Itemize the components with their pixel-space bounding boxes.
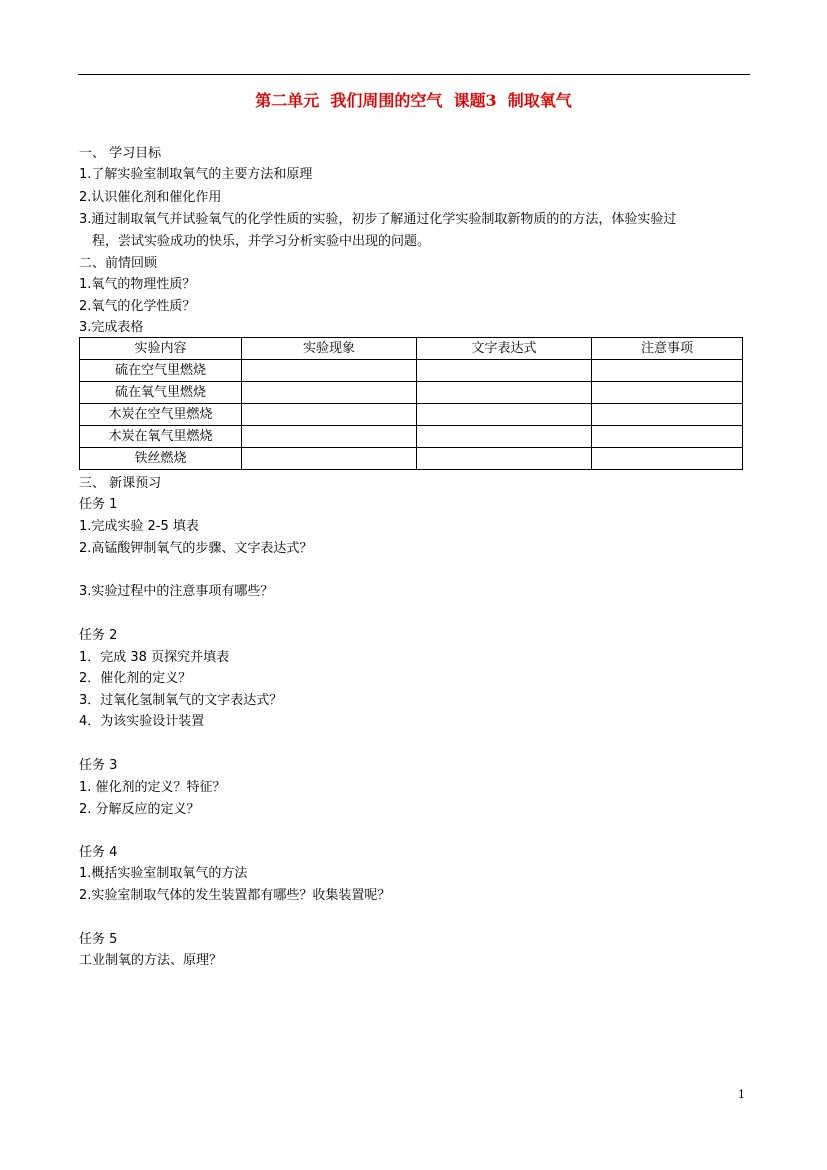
task-item: 3．过氧化氢制氧气的文字表达式？ — [79, 693, 283, 708]
table-cell: 硫在空气里燃烧 — [80, 360, 242, 382]
table-cell-blank[interactable] — [592, 404, 743, 426]
task-item: 2.实验室制取气体的发生装置都有哪些？收集装置呢？ — [79, 888, 391, 903]
table-header-cell: 实验内容 — [80, 338, 242, 360]
table-header-row — [80, 338, 743, 360]
review-item: 2.氧气的化学性质？ — [79, 299, 196, 314]
goal-item-continuation: 程，尝试实验成功的快乐，并学习分析实验中出现的问题。 — [92, 234, 431, 249]
task-item: 1.概括实验室制取氧气的方法 — [79, 866, 248, 881]
goal-item: 2.认识催化剂和催化作用 — [79, 190, 222, 205]
table-row — [80, 448, 743, 470]
table-row — [80, 360, 743, 382]
table-cell-blank[interactable] — [417, 382, 592, 404]
task-item: 1.完成实验 2-5 填表 — [79, 519, 199, 534]
task-title: 任务 5 — [79, 932, 118, 947]
task-title: 任务 4 — [79, 845, 118, 860]
table-row — [80, 426, 743, 448]
document-title: 第二单元 我们周围的空气 课题3 制取氧气 — [255, 91, 572, 110]
experiment-table — [79, 337, 743, 470]
section-heading-goals: 一、 学习目标 — [79, 146, 162, 161]
table-row — [80, 382, 743, 404]
task-item: 4．为该实验设计装置 — [79, 714, 205, 729]
task-item: 2. 分解反应的定义？ — [79, 802, 200, 817]
table-cell: 铁丝燃烧 — [80, 448, 242, 470]
table-cell-blank[interactable] — [242, 382, 417, 404]
header-rule — [78, 74, 750, 75]
table-cell-blank[interactable] — [417, 404, 592, 426]
goal-item: 1.了解实验室制取氧气的主要方法和原理 — [79, 167, 313, 182]
table-cell-blank[interactable] — [592, 426, 743, 448]
section-heading-review: 二、前情回顾 — [79, 256, 158, 271]
table-header-cell: 实验现象 — [242, 338, 417, 360]
table-cell-blank[interactable] — [242, 426, 417, 448]
page-number: 1 — [738, 1088, 745, 1101]
table-cell-blank[interactable] — [417, 360, 592, 382]
task-item: 1. 催化剂的定义？特征？ — [79, 780, 226, 795]
table-cell-blank[interactable] — [592, 360, 743, 382]
table-header-cell: 注意事项 — [592, 338, 743, 360]
table-header-cell: 文字表达式 — [417, 338, 592, 360]
task-title: 任务 3 — [79, 758, 118, 773]
table-cell: 木炭在空气里燃烧 — [80, 404, 242, 426]
task-item: 1．完成 38 页探究并填表 — [79, 650, 230, 665]
task-item: 工业制氧的方法、原理？ — [79, 953, 223, 968]
table-cell-blank[interactable] — [592, 382, 743, 404]
task-item: 2．催化剂的定义？ — [79, 671, 192, 686]
table-cell-blank[interactable] — [242, 404, 417, 426]
task-title: 任务 2 — [79, 628, 118, 643]
table-cell-blank[interactable] — [592, 448, 743, 470]
task-title: 任务 1 — [79, 497, 118, 512]
goal-item: 3.通过制取氧气并试验氧气的化学性质的实验，初步了解通过化学实验制取新物质的的方法，体验实验过 — [79, 212, 677, 227]
table-row — [80, 404, 743, 426]
task-item: 3.实验过程中的注意事项有哪些？ — [79, 584, 274, 599]
section-heading-preview: 三、 新课预习 — [79, 476, 162, 491]
table-cell-blank[interactable] — [417, 426, 592, 448]
review-item: 1.氧气的物理性质？ — [79, 277, 196, 292]
table-cell: 木炭在氧气里燃烧 — [80, 426, 242, 448]
table-cell-blank[interactable] — [242, 360, 417, 382]
review-item: 3.完成表格 — [79, 320, 144, 335]
table-cell-blank[interactable] — [417, 448, 592, 470]
task-item: 2.高锰酸钾制氧气的步骤、文字表达式？ — [79, 541, 313, 556]
table-cell: 硫在氧气里燃烧 — [80, 382, 242, 404]
table-cell-blank[interactable] — [242, 448, 417, 470]
